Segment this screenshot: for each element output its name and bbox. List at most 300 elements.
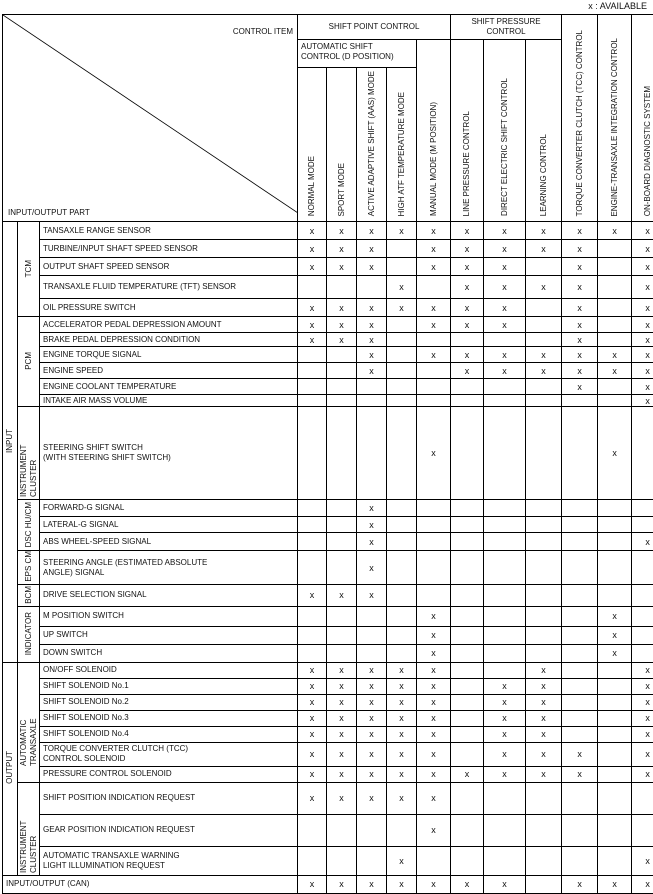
mark-cell: x: [387, 726, 417, 742]
column-header: SPORT MODE: [327, 68, 357, 222]
mark-cell: x: [417, 766, 451, 782]
item-label: ENGINE SPEED: [40, 363, 298, 379]
mark-cell: x: [298, 222, 327, 240]
item-label: SHIFT SOLENOID No.1: [40, 678, 298, 694]
subgroup-label: PCM: [24, 352, 34, 370]
item-label: STEERING SHIFT SWITCH (WITH STEERING SHIFT SWITCH): [40, 407, 298, 500]
mark-cell: [484, 782, 526, 814]
subgroup-cell: [18, 222, 40, 317]
item-label: SHIFT SOLENOID No.4: [40, 726, 298, 742]
mark-cell: [387, 606, 417, 626]
table-row: [3, 584, 653, 606]
category-label: INPUT: [5, 429, 15, 453]
mark-cell: [526, 333, 562, 347]
mark-cell: x: [484, 347, 526, 363]
mark-cell: x: [417, 407, 451, 500]
mark-cell: [387, 500, 417, 517]
mark-cell: [357, 395, 387, 407]
mark-cell: [484, 395, 526, 407]
item-label: PRESSURE CONTROL SOLENOID: [40, 766, 298, 782]
table-row: [3, 626, 653, 644]
mark-cell: x: [451, 875, 484, 893]
mark-cell: [526, 533, 562, 551]
mark-cell: x: [387, 299, 417, 317]
mark-cell: [598, 814, 632, 846]
mark-cell: [387, 395, 417, 407]
table-row: [3, 317, 653, 333]
mark-cell: x: [387, 662, 417, 678]
mark-cell: x: [632, 363, 653, 379]
mark-cell: [327, 606, 357, 626]
mark-cell: [632, 606, 653, 626]
item-label: ENGINE TORQUE SIGNAL: [40, 347, 298, 363]
mark-cell: [526, 814, 562, 846]
mark-cell: [417, 533, 451, 551]
mark-cell: x: [598, 875, 632, 893]
mark-cell: [484, 333, 526, 347]
table-row: [3, 662, 653, 678]
table-row: [3, 222, 653, 240]
mark-cell: [357, 626, 387, 644]
item-label: TANSAXLE RANGE SENSOR: [40, 222, 298, 240]
mark-cell: x: [598, 644, 632, 662]
item-label: INTAKE AIR MASS VOLUME: [40, 395, 298, 407]
column-header: ON-BOARD DIAGNOSTIC SYSTEM: [632, 15, 653, 222]
table-row: [3, 606, 653, 626]
subgroup-label: AUTOMATIC TRANSAXLE: [19, 676, 39, 766]
item-label: M POSITION SWITCH: [40, 606, 298, 626]
mark-cell: x: [327, 726, 357, 742]
mark-cell: x: [598, 363, 632, 379]
item-label: ACCELERATOR PEDAL DEPRESSION AMOUNT: [40, 317, 298, 333]
mark-cell: [484, 814, 526, 846]
mark-cell: x: [632, 710, 653, 726]
mark-cell: x: [562, 333, 598, 347]
mark-cell: x: [484, 240, 526, 258]
mark-cell: x: [417, 258, 451, 276]
mark-cell: [327, 395, 357, 407]
mark-cell: [632, 584, 653, 606]
mark-cell: [598, 500, 632, 517]
mark-cell: [327, 814, 357, 846]
column-header: HIGH ATF TEMPERATURE MODE: [387, 68, 417, 222]
mark-cell: [451, 742, 484, 766]
item-label: TURBINE/INPUT SHAFT SPEED SENSOR: [40, 240, 298, 258]
mark-cell: [484, 662, 526, 678]
item-label: OUTPUT SHAFT SPEED SENSOR: [40, 258, 298, 276]
table-row: [3, 363, 653, 379]
mark-cell: [562, 662, 598, 678]
mark-cell: x: [387, 710, 417, 726]
item-label: OIL PRESSURE SWITCH: [40, 299, 298, 317]
mark-cell: x: [562, 299, 598, 317]
item-label: DOWN SWITCH: [40, 644, 298, 662]
mark-cell: x: [526, 222, 562, 240]
io-part-label: INPUT/OUTPUT PART: [8, 208, 90, 217]
category-label: OUTPUT: [5, 751, 15, 784]
table-row: [3, 710, 653, 726]
mark-cell: [526, 407, 562, 500]
mark-cell: x: [357, 240, 387, 258]
mark-cell: [484, 584, 526, 606]
subgroup-cell: [18, 551, 40, 585]
can-row-label: INPUT/OUTPUT (CAN): [3, 875, 298, 893]
mark-cell: [451, 814, 484, 846]
mark-cell: x: [357, 299, 387, 317]
mark-cell: [598, 678, 632, 694]
mark-cell: x: [327, 258, 357, 276]
table-row: [3, 726, 653, 742]
mark-cell: [298, 606, 327, 626]
mark-cell: x: [357, 222, 387, 240]
mark-cell: x: [357, 533, 387, 551]
mark-cell: [387, 317, 417, 333]
mark-cell: [526, 782, 562, 814]
mark-cell: x: [357, 766, 387, 782]
mark-cell: x: [357, 258, 387, 276]
subgroup-label: BCM: [24, 586, 34, 604]
mark-cell: x: [632, 533, 653, 551]
mark-cell: x: [451, 222, 484, 240]
mark-cell: [417, 846, 451, 875]
mark-cell: x: [327, 694, 357, 710]
item-label: AUTOMATIC TRANSAXLE WARNING LIGHT ILLUMINATION REQUEST: [40, 846, 298, 875]
mark-cell: x: [417, 742, 451, 766]
mark-cell: [417, 363, 451, 379]
mark-cell: [451, 533, 484, 551]
mark-cell: x: [327, 875, 357, 893]
subgroup-cell: [18, 500, 40, 551]
mark-cell: x: [484, 317, 526, 333]
mark-cell: [451, 694, 484, 710]
mark-cell: [387, 584, 417, 606]
table-row: [3, 240, 653, 258]
mark-cell: [526, 626, 562, 644]
table-row: [3, 846, 653, 875]
mark-cell: [327, 846, 357, 875]
mark-cell: [387, 258, 417, 276]
mark-cell: x: [526, 678, 562, 694]
mark-cell: x: [451, 347, 484, 363]
mark-cell: x: [357, 726, 387, 742]
mark-cell: x: [632, 694, 653, 710]
mark-cell: [387, 551, 417, 585]
mark-cell: [298, 626, 327, 644]
mark-cell: [417, 379, 451, 395]
mark-cell: [327, 644, 357, 662]
mark-cell: x: [562, 379, 598, 395]
mark-cell: x: [387, 222, 417, 240]
mark-cell: x: [298, 584, 327, 606]
mark-cell: x: [357, 584, 387, 606]
table-row: [3, 276, 653, 299]
mark-cell: x: [298, 258, 327, 276]
mark-cell: x: [357, 347, 387, 363]
mark-cell: [562, 584, 598, 606]
mark-cell: [327, 500, 357, 517]
mark-cell: [598, 694, 632, 710]
mark-cell: [562, 678, 598, 694]
mark-cell: x: [562, 222, 598, 240]
column-header: LEARNING CONTROL: [526, 40, 562, 222]
mark-cell: x: [484, 276, 526, 299]
mark-cell: x: [357, 678, 387, 694]
mark-cell: x: [417, 644, 451, 662]
mark-cell: x: [451, 240, 484, 258]
column-header: TORQUE CONVERTER CLUTCH (TCC) CONTROL: [562, 15, 598, 222]
subgroup-cell: [18, 584, 40, 606]
mark-cell: [451, 644, 484, 662]
mark-cell: x: [298, 766, 327, 782]
item-label: SHIFT SOLENOID No.2: [40, 694, 298, 710]
item-label: TRANSAXLE FLUID TEMPERATURE (TFT) SENSOR: [40, 276, 298, 299]
mark-cell: x: [562, 363, 598, 379]
mark-cell: [598, 276, 632, 299]
mark-cell: [327, 626, 357, 644]
column-header: ENGINE-TRANSAXLE INTEGRATION CONTROL: [598, 15, 632, 222]
table-row: [3, 333, 653, 347]
mark-cell: x: [632, 662, 653, 678]
mark-cell: x: [298, 726, 327, 742]
mark-cell: x: [632, 240, 653, 258]
mark-cell: [451, 407, 484, 500]
table-row: [3, 500, 653, 517]
mark-cell: [526, 379, 562, 395]
mark-cell: [632, 551, 653, 585]
mark-cell: x: [632, 299, 653, 317]
mark-cell: x: [632, 846, 653, 875]
mark-cell: [298, 533, 327, 551]
mark-cell: x: [562, 347, 598, 363]
mark-cell: x: [632, 347, 653, 363]
mark-cell: [357, 407, 387, 500]
mark-cell: x: [387, 846, 417, 875]
mark-cell: [562, 551, 598, 585]
mark-cell: x: [327, 678, 357, 694]
mark-cell: x: [598, 347, 632, 363]
mark-cell: x: [357, 782, 387, 814]
mark-cell: x: [526, 766, 562, 782]
mark-cell: [526, 846, 562, 875]
mark-cell: x: [357, 742, 387, 766]
mark-cell: x: [526, 347, 562, 363]
mark-cell: x: [526, 276, 562, 299]
mark-cell: x: [598, 222, 632, 240]
mark-cell: x: [327, 766, 357, 782]
mark-cell: x: [484, 694, 526, 710]
mark-cell: [562, 644, 598, 662]
subgroup-cell: [18, 662, 40, 782]
mark-cell: [598, 710, 632, 726]
mark-cell: [298, 500, 327, 517]
mark-cell: x: [484, 678, 526, 694]
mark-cell: x: [526, 742, 562, 766]
mark-cell: [598, 766, 632, 782]
subgroup-label: INSTRUMENT CLUSTER: [19, 783, 39, 873]
mark-cell: x: [298, 240, 327, 258]
mark-cell: [598, 846, 632, 875]
table-row: [3, 379, 653, 395]
mark-cell: [562, 726, 598, 742]
mark-cell: x: [451, 766, 484, 782]
item-label: UP SWITCH: [40, 626, 298, 644]
mark-cell: [357, 814, 387, 846]
item-label: TORQUE CONVERTER CLUTCH (TCC) CONTROL SOLENOID: [40, 742, 298, 766]
mark-cell: [387, 333, 417, 347]
mark-cell: [526, 517, 562, 533]
mark-cell: [598, 742, 632, 766]
mark-cell: x: [417, 222, 451, 240]
header-corner: [3, 15, 298, 222]
mark-cell: [598, 333, 632, 347]
item-label: ABS WHEEL-SPEED SIGNAL: [40, 533, 298, 551]
mark-cell: [562, 626, 598, 644]
legend: x : AVAILABLE: [588, 0, 647, 12]
mark-cell: [598, 395, 632, 407]
mark-cell: [598, 782, 632, 814]
subgroup-label: DSC HU/CM: [24, 502, 34, 547]
mark-cell: [451, 551, 484, 585]
mark-cell: [451, 726, 484, 742]
mark-cell: [526, 644, 562, 662]
mark-cell: x: [526, 240, 562, 258]
mark-cell: [327, 347, 357, 363]
mark-cell: [387, 379, 417, 395]
mark-cell: [484, 551, 526, 585]
table-row: [3, 407, 653, 500]
mark-cell: x: [298, 782, 327, 814]
mark-cell: x: [327, 333, 357, 347]
table-row: [3, 551, 653, 585]
item-label: GEAR POSITION INDICATION REQUEST: [40, 814, 298, 846]
mark-cell: [632, 644, 653, 662]
mark-cell: [451, 517, 484, 533]
mark-cell: [484, 533, 526, 551]
mark-cell: x: [526, 662, 562, 678]
mark-cell: x: [632, 742, 653, 766]
mark-cell: [598, 258, 632, 276]
table-row: [3, 644, 653, 662]
mark-cell: [451, 333, 484, 347]
mark-cell: [562, 814, 598, 846]
mark-cell: [298, 517, 327, 533]
mark-cell: x: [484, 766, 526, 782]
mark-cell: x: [632, 395, 653, 407]
mark-cell: [526, 500, 562, 517]
mark-cell: x: [562, 276, 598, 299]
mark-cell: [451, 584, 484, 606]
mark-cell: [598, 726, 632, 742]
mark-cell: x: [484, 875, 526, 893]
mark-cell: [484, 846, 526, 875]
mark-cell: x: [562, 766, 598, 782]
mark-cell: [598, 379, 632, 395]
mark-cell: [526, 317, 562, 333]
mark-cell: [562, 606, 598, 626]
mark-cell: x: [327, 299, 357, 317]
mark-cell: [357, 846, 387, 875]
mark-cell: x: [327, 662, 357, 678]
mark-cell: x: [357, 500, 387, 517]
mark-cell: x: [327, 584, 357, 606]
mark-cell: x: [632, 726, 653, 742]
mark-cell: x: [298, 710, 327, 726]
mark-cell: x: [417, 347, 451, 363]
column-header: MANUAL MODE (M POSITION): [417, 40, 451, 222]
mark-cell: x: [298, 875, 327, 893]
mark-cell: x: [632, 333, 653, 347]
mark-cell: [298, 363, 327, 379]
control-item-label: CONTROL ITEM: [233, 27, 293, 36]
mark-cell: x: [417, 317, 451, 333]
mark-cell: [598, 533, 632, 551]
table-row: [3, 347, 653, 363]
table-row: [3, 258, 653, 276]
mark-cell: x: [327, 240, 357, 258]
mark-cell: x: [526, 726, 562, 742]
mark-cell: x: [484, 363, 526, 379]
mark-cell: [632, 814, 653, 846]
column-header: NORMAL MODE: [298, 68, 327, 222]
mark-cell: x: [484, 299, 526, 317]
subgroup-label: INDICATOR: [24, 612, 34, 655]
table-row: [3, 299, 653, 317]
mark-cell: x: [484, 258, 526, 276]
mark-cell: [451, 606, 484, 626]
mark-cell: [327, 533, 357, 551]
mark-cell: [484, 379, 526, 395]
table-row: [3, 782, 653, 814]
mark-cell: x: [387, 782, 417, 814]
mark-cell: [562, 533, 598, 551]
subgroup-label: TCM: [24, 260, 34, 277]
mark-cell: [598, 584, 632, 606]
mark-cell: [484, 644, 526, 662]
mark-cell: [298, 644, 327, 662]
item-label: FORWARD-G SIGNAL: [40, 500, 298, 517]
mark-cell: [562, 407, 598, 500]
mark-cell: [451, 500, 484, 517]
mark-cell: [484, 407, 526, 500]
mark-cell: x: [632, 678, 653, 694]
mark-cell: x: [451, 299, 484, 317]
mark-cell: [484, 606, 526, 626]
item-label: STEERING ANGLE (ESTIMATED ABSOLUTE ANGLE) SIGNAL: [40, 551, 298, 585]
mark-cell: [632, 626, 653, 644]
mark-cell: x: [562, 317, 598, 333]
mark-cell: x: [632, 222, 653, 240]
item-label: DRIVE SELECTION SIGNAL: [40, 584, 298, 606]
mark-cell: [357, 606, 387, 626]
mark-cell: [417, 517, 451, 533]
table-row: [3, 517, 653, 533]
mark-cell: [417, 551, 451, 585]
mark-cell: x: [327, 317, 357, 333]
mark-cell: [632, 517, 653, 533]
mark-cell: [357, 644, 387, 662]
mark-cell: [327, 276, 357, 299]
mark-cell: [387, 814, 417, 846]
table-row: [3, 678, 653, 694]
table-row: [3, 395, 653, 407]
mark-cell: x: [484, 742, 526, 766]
mark-cell: [327, 379, 357, 395]
mark-cell: x: [327, 222, 357, 240]
mark-cell: x: [417, 606, 451, 626]
mark-cell: [598, 551, 632, 585]
mark-cell: x: [417, 726, 451, 742]
mark-cell: [598, 299, 632, 317]
